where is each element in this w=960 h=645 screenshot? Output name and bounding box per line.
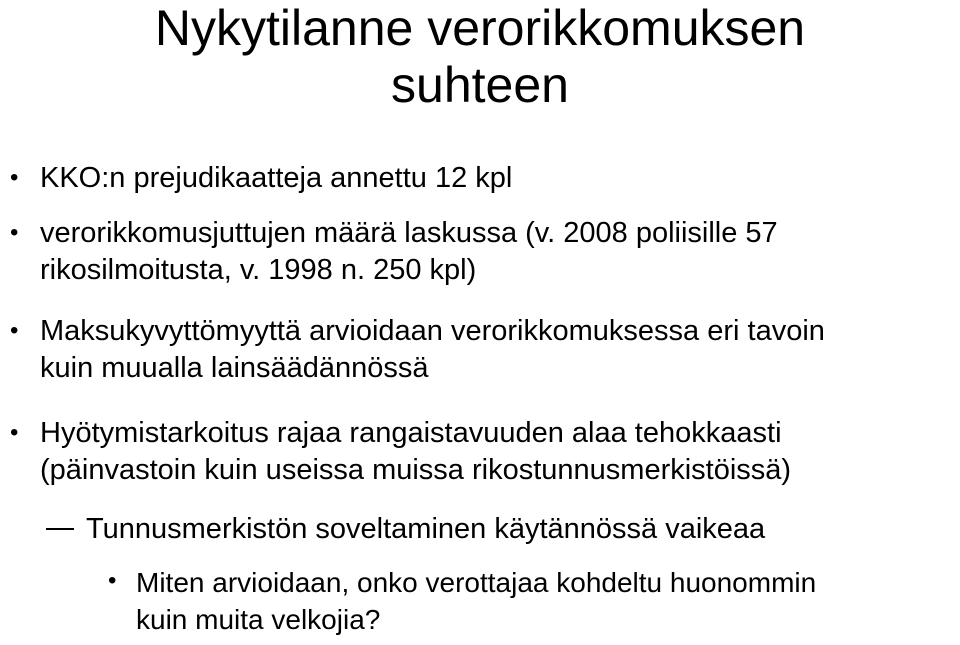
bullet-4-line-2: (päinvastoin kuin useissa muissa rikostunnusmerkistöissä): [40, 454, 792, 486]
sub-bullet-line-1: Tunnusmerkistön soveltaminen käytännössä vaikeaa: [86, 513, 766, 545]
bullet-3-line-2: kuin muualla lainsäädännössä: [40, 352, 429, 384]
bullet-2-line-1: verorikkomusjuttujen määrä laskussa (v. 2008 poliisille 57: [40, 217, 778, 249]
sub-sub-bullet-marker: •: [108, 567, 117, 594]
sub-bullet-dash: [46, 528, 74, 530]
bullet-item-2: [40, 215, 778, 289]
bullet-item-1: [40, 160, 512, 197]
bullet-1-line-1: KKO:n prejudikaatteja annettu 12 kpl: [40, 162, 513, 194]
sub-bullet-item: [86, 511, 765, 548]
bullet-marker: •: [10, 317, 19, 344]
sub-sub-bullet-item: [136, 564, 816, 638]
bullet-2-line-2: rikosilmoitusta, v. 1998 n. 250 kpl): [40, 254, 477, 286]
bullet-marker: •: [10, 164, 19, 191]
bullet-marker: •: [10, 219, 19, 246]
title-line-1: Nykytilanne verorikkomuksen: [154, 0, 806, 56]
bullet-item-4: [40, 415, 791, 489]
bullet-item-3: [40, 313, 825, 387]
sub-sub-bullet-line-2: kuin muita velkojia?: [136, 604, 381, 635]
bullet-4-line-1: Hyötymistarkoitus rajaa rangaistavuuden alaa tehokkaasti: [40, 417, 782, 449]
bullet-marker: •: [10, 419, 19, 446]
bullet-3-line-1: Maksukyvyttömyyttä arvioidaan verorikkomuksessa eri tavoin: [40, 315, 825, 347]
title-line-2: suhteen: [391, 57, 569, 113]
sub-sub-bullet-line-1: Miten arvioidaan, onko verottajaa kohdeltu huonommin: [136, 567, 817, 598]
